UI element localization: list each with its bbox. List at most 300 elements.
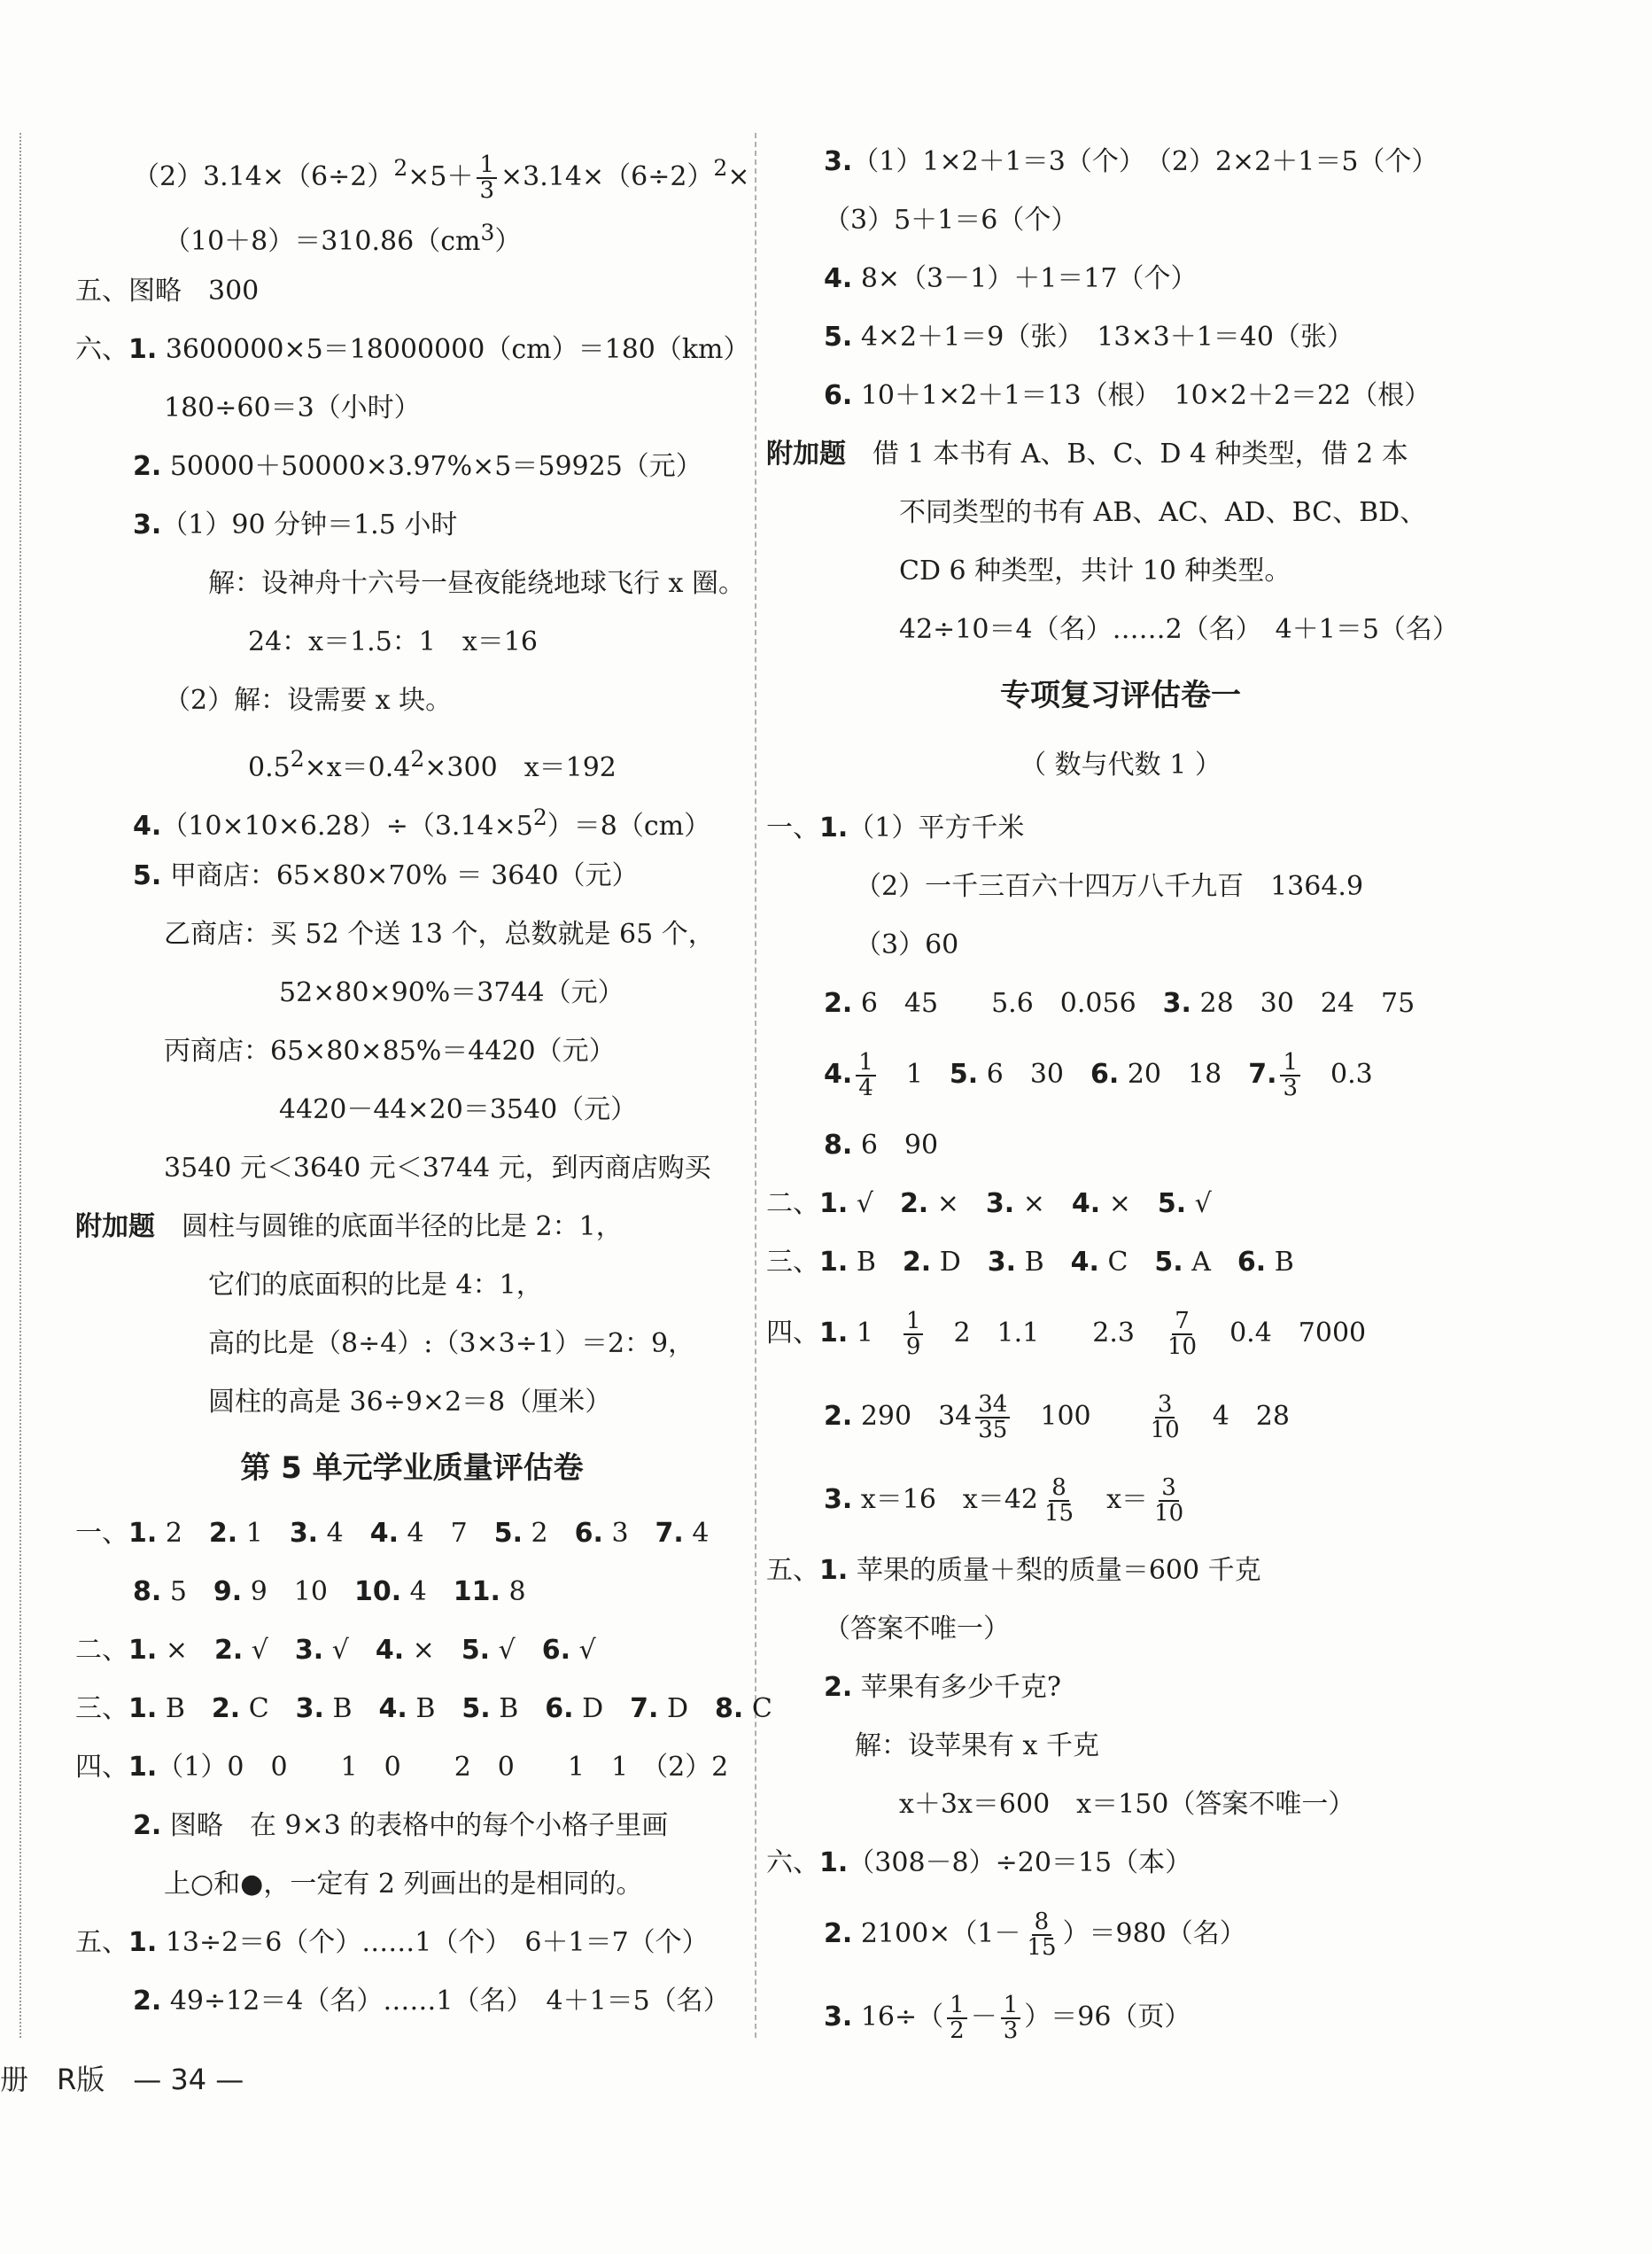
answer-line: [75, 1022, 748, 1081]
section-label: 四、: [75, 1752, 128, 1783]
text: 16÷（: [860, 2001, 944, 2032]
question-number: 3.: [133, 509, 162, 540]
question-number: 2.: [133, 451, 162, 482]
answer-item: [1158, 1188, 1212, 1219]
answer-list: [819, 1188, 1212, 1219]
question-number: 5.: [1157, 1188, 1187, 1219]
numerator: 1: [947, 1994, 967, 2019]
question-number: 7.: [1248, 1059, 1277, 1090]
text: 0.3: [1330, 1059, 1373, 1090]
answer-text: √: [1186, 1188, 1212, 1219]
answer-line: [75, 1855, 748, 1914]
question-3: [75, 496, 748, 555]
answer-text: 3: [602, 1518, 629, 1549]
denominator: 35: [978, 1417, 1008, 1443]
numerator: 1: [1280, 1051, 1300, 1076]
answer-line: [75, 964, 748, 1022]
text: 180÷60＝3（小时）: [164, 393, 421, 424]
answer-text: 6 45 5.6 0.056: [852, 988, 1136, 1019]
question-number: 1.: [128, 1693, 158, 1724]
answer-item: [630, 1693, 715, 1724]
answer-item: [376, 1635, 461, 1666]
answer-item: [212, 1693, 296, 1724]
superscript: 2: [713, 155, 728, 181]
superscript: 2: [290, 746, 305, 772]
question-number: 4.: [378, 1693, 407, 1724]
answer-item: [454, 1576, 526, 1607]
text: ）＝8（cm）: [547, 811, 711, 842]
text: （1）1×2＋1＝3（个） （2）2×2＋1＝5（个）: [852, 146, 1439, 177]
question-6: [766, 367, 1475, 425]
superscript: 2: [410, 746, 425, 772]
answer-item: [1071, 1247, 1155, 1278]
numerator: 7: [1172, 1310, 1192, 1335]
denominator: 10: [1150, 1417, 1180, 1443]
r-section-4-q2: [766, 1375, 1475, 1458]
question-number: 6.: [541, 1635, 571, 1666]
text: 高的比是（8÷4）:（3×3÷1）＝2：9，: [208, 1328, 695, 1359]
question-number: 2.: [133, 1986, 162, 2017]
r-section-1-q1: [766, 799, 1475, 858]
answer-line: [766, 1717, 1475, 1776]
section-6-q1: [75, 321, 748, 379]
text: 3540 元＜3640 元＜3744 元，到丙商店购买: [164, 1153, 711, 1184]
answer-line: [75, 555, 748, 613]
text: 0.5: [248, 752, 291, 783]
answer-item: [1237, 1247, 1294, 1278]
text: x＋3x＝600 x＝150（答案不唯一）: [899, 1789, 1355, 1820]
r-section-2: [766, 1175, 1475, 1233]
u5-section-4-q2: [75, 1797, 748, 1855]
answer-line: [75, 613, 748, 672]
question-number: 6.: [1090, 1059, 1120, 1090]
r-section-1-line3: [766, 1033, 1475, 1116]
column-divider: [755, 133, 756, 2038]
text: 4 28: [1212, 1401, 1290, 1432]
answer-text: 5: [161, 1576, 187, 1607]
answer-text: B: [323, 1693, 353, 1724]
numerator: 8: [1049, 1476, 1069, 1502]
question-number: 5.: [824, 322, 853, 353]
text: （3）60: [855, 929, 959, 960]
section-label: 二、: [766, 1188, 819, 1219]
page-footer: 册 R版 — 34 —: [0, 2063, 244, 2096]
u5-section-2: [75, 1621, 748, 1680]
text: ）＝980（名）: [1062, 1918, 1246, 1949]
answer-item: [1163, 988, 1415, 1019]
r-section-5-q1: [766, 1542, 1475, 1600]
question-number: 9.: [213, 1576, 243, 1607]
fraction: [477, 153, 497, 204]
section-label: 五、: [766, 1555, 819, 1586]
answer-list: [128, 1518, 709, 1549]
text: （308－8）÷20＝15（本）: [848, 1847, 1192, 1878]
text: 20 18: [1127, 1059, 1222, 1090]
text: 它们的底面积的比是 4：1，: [208, 1270, 543, 1301]
denominator: 15: [1027, 1934, 1057, 1961]
answer-text: 28 30 24 75: [1191, 988, 1415, 1019]
question-number: 8.: [824, 1130, 853, 1161]
section-label: 六、: [75, 334, 128, 365]
answer-item: [461, 1635, 542, 1666]
question-5: [75, 847, 748, 905]
text: 100: [1040, 1401, 1091, 1432]
text: ×300 x＝192: [424, 752, 617, 783]
answer-item: [655, 1518, 710, 1549]
question-4: [75, 789, 748, 847]
question-number: 6.: [574, 1518, 603, 1549]
text: 6 30: [986, 1059, 1065, 1090]
denominator: 4: [858, 1075, 873, 1101]
answer-text: B: [407, 1693, 436, 1724]
question-number: 1.: [128, 334, 158, 365]
extra-label: 附加题: [75, 1211, 155, 1242]
fraction: [947, 1991, 967, 2044]
question-number: 6.: [824, 380, 853, 411]
question-number: 1.: [128, 1752, 158, 1783]
answer-item: [986, 1188, 1072, 1219]
text: ）＝96（页）: [1024, 2001, 1191, 2032]
answer-line: [766, 1600, 1475, 1659]
question-number: 1.: [128, 1635, 158, 1666]
extra-question: [75, 1198, 748, 1256]
answer-item: [715, 1693, 772, 1724]
text: 图略 300: [128, 276, 260, 307]
fraction: [904, 1307, 924, 1360]
text: 4420－44×20＝3540（元）: [279, 1094, 638, 1125]
r-section-5-q2: [766, 1659, 1475, 1717]
text: 乙商店：买 52 个送 13 个，总数就是 65 个，: [164, 919, 715, 950]
question-number: 10.: [353, 1576, 402, 1607]
question-number: 4.: [1070, 1247, 1099, 1278]
denominator: 2: [950, 2017, 965, 2044]
answer-text: ×: [404, 1635, 435, 1666]
left-column: [75, 133, 772, 2031]
question-number: 1.: [819, 1188, 849, 1219]
text: （2）解：设需要 x 块。: [164, 685, 453, 716]
fraction: [1165, 1307, 1199, 1360]
answer-item: [903, 1247, 988, 1278]
section-label: 三、: [75, 1693, 128, 1724]
question-number: 5.: [133, 860, 162, 891]
text: 3600000×5＝18000000（cm）＝180（km）: [165, 334, 750, 365]
denominator: 3: [1283, 1075, 1299, 1101]
answer-line: [75, 1256, 748, 1315]
question-number: 3.: [294, 1635, 324, 1666]
text: 甲商店：65×80×70% ＝ 3640（元）: [169, 860, 639, 891]
text: （1）平方千米: [848, 812, 1025, 843]
r-section-3: [766, 1233, 1475, 1292]
question-number: 6.: [1237, 1247, 1267, 1278]
text: 6 90: [860, 1130, 939, 1161]
superscript: 2: [532, 804, 547, 830]
answer-line: [75, 1315, 748, 1373]
question-number: 7.: [655, 1518, 684, 1549]
text: （2）一千三百六十四万八千九百 1364.9: [855, 871, 1364, 902]
text: 4×2＋1＝9（张） 13×3＋1＝40（张）: [860, 322, 1353, 353]
answer-text: 4 7: [399, 1518, 468, 1549]
numerator: 3: [1155, 1393, 1175, 1418]
question-number: 3.: [985, 1188, 1015, 1219]
u5-section-1-line1: [75, 1504, 748, 1563]
fraction: [1152, 1473, 1186, 1527]
r-section-4-q3: [766, 1458, 1475, 1542]
numerator: 8: [1032, 1910, 1052, 1936]
answer-item: [1154, 1247, 1237, 1278]
answer-text: B: [157, 1693, 185, 1724]
answer-text: C: [1098, 1247, 1128, 1278]
question-number: 2.: [824, 1918, 853, 1949]
fraction: [856, 1048, 876, 1101]
answer-line: [766, 916, 1475, 975]
denominator: 3: [1003, 2017, 1019, 2044]
question-number: 3.: [824, 146, 853, 177]
question-number: 3.: [1162, 988, 1191, 1019]
answer-text: B: [490, 1693, 519, 1724]
question-number: 1.: [128, 1518, 158, 1549]
u5-section-5-q2: [75, 1972, 748, 2031]
answer-item: [370, 1518, 494, 1549]
numerator: 1: [856, 1051, 876, 1076]
text: 丙商店：65×80×85%＝4420（元）: [164, 1036, 616, 1067]
question-number: 1.: [819, 1247, 849, 1278]
question-number: 2.: [213, 1635, 244, 1666]
question-number: 4.: [375, 1635, 405, 1666]
question-number: 4.: [824, 263, 853, 294]
question-number: 6.: [545, 1693, 574, 1724]
question-number: 1.: [819, 1555, 849, 1586]
text: x＝: [1106, 1484, 1149, 1515]
question-number: 2.: [211, 1693, 241, 1724]
question-number: 2.: [208, 1518, 238, 1549]
question-number: 4.: [824, 1059, 853, 1090]
answer-item: [214, 1635, 295, 1666]
answer-text: ×: [928, 1188, 959, 1219]
question-number: 5.: [461, 1693, 491, 1724]
answer-text: √: [323, 1635, 349, 1666]
question-number: 3.: [289, 1518, 319, 1549]
answer-item: [128, 1635, 214, 1666]
answer-list: [128, 1693, 772, 1724]
question-5: [766, 308, 1475, 367]
extra-label: 附加题: [766, 439, 846, 470]
text: －: [970, 2001, 997, 2032]
question-number: 2.: [824, 1401, 853, 1432]
numerator: 34: [975, 1393, 1010, 1418]
text: 42÷10＝4（名）……2（名） 4＋1＝5（名）: [899, 614, 1459, 645]
section-label: 六、: [766, 1847, 819, 1878]
text: 13÷2＝6（个）……1（个） 6＋1＝7（个）: [165, 1927, 709, 1958]
question-number: 3.: [824, 1484, 853, 1515]
answer-text: B: [848, 1247, 876, 1278]
section-label: 三、: [766, 1247, 819, 1278]
question-number: 11.: [453, 1576, 500, 1607]
answer-item: [295, 1635, 376, 1666]
answer-line: [766, 191, 1475, 250]
answer-item: [988, 1247, 1071, 1278]
answer-item: [900, 1188, 986, 1219]
denominator: 15: [1044, 1500, 1074, 1527]
answer-item: [379, 1693, 462, 1724]
answer-item: [824, 988, 1163, 1019]
text: 10＋1×2＋1＝13（根） 10×2＋2＝22（根）: [860, 380, 1431, 411]
text: 上○和●，一定有 2 列画出的是相同的。: [164, 1869, 643, 1900]
answer-text: C: [240, 1693, 269, 1724]
question-number: 7.: [630, 1693, 659, 1724]
answer-text: D: [931, 1247, 961, 1278]
text: ×3.14×（6÷2）: [500, 161, 714, 192]
superscript: 2: [393, 155, 408, 181]
answer-item: [819, 1188, 900, 1219]
answer-text: C: [743, 1693, 772, 1724]
question-number: 5.: [461, 1635, 491, 1666]
r-section-6-q1: [766, 1834, 1475, 1893]
text: 50000＋50000×3.97%×5＝59925（元）: [169, 451, 702, 482]
text: ）: [494, 226, 522, 257]
r-section-6-q3: [766, 1976, 1475, 2059]
u5-section-5-q1: [75, 1914, 748, 1972]
fraction: [1024, 1910, 1059, 1961]
question-number: 3.: [824, 2001, 853, 2032]
answer-item: [542, 1635, 596, 1666]
question-4: [766, 250, 1475, 308]
answer-item: [354, 1576, 454, 1607]
answer-text: 4: [683, 1518, 710, 1549]
numerator: 1: [477, 153, 497, 179]
question-number: 1.: [819, 1317, 849, 1349]
r-section-1-line4: [766, 1116, 1475, 1175]
question-number: 1.: [819, 1847, 849, 1878]
fraction: [1148, 1390, 1183, 1443]
answer-line: [75, 730, 748, 789]
text: 2100×（1－: [860, 1918, 1021, 1949]
answer-text: 8: [500, 1576, 526, 1607]
answer-item: [290, 1518, 370, 1549]
text: 圆柱的高是 36÷9×2＝8（厘米）: [208, 1387, 612, 1418]
answer-text: B: [1266, 1247, 1294, 1278]
u5-section-4-q1: [75, 1738, 748, 1797]
text: 苹果有多少千克?: [860, 1672, 1061, 1703]
question-number: 1.: [128, 1927, 158, 1958]
answer-item: [461, 1693, 545, 1724]
answer-line: [75, 1373, 748, 1432]
text: 解：设苹果有 x 千克: [855, 1730, 1099, 1761]
text: ×x＝0.4: [304, 752, 411, 783]
fraction: [1280, 1048, 1300, 1101]
text: 苹果的质量＋梨的质量＝600 千克: [856, 1555, 1261, 1586]
answer-text: 9 10: [242, 1576, 328, 1607]
answer-item: [575, 1518, 655, 1549]
answer-text: √: [243, 1635, 268, 1666]
text: 0.4 7000: [1229, 1317, 1367, 1349]
answer-line: [75, 905, 748, 964]
question-3: [766, 133, 1475, 191]
text: （答案不唯一）: [824, 1613, 1010, 1644]
numerator: 3: [1159, 1476, 1179, 1502]
answer-line: [766, 1776, 1475, 1834]
question-number: 2.: [899, 1188, 929, 1219]
section-5: [75, 262, 748, 321]
answer-text: 1: [237, 1518, 263, 1549]
answer-text: 2: [157, 1518, 182, 1549]
question-2: [75, 438, 748, 496]
text: （2）3.14×（6÷2）: [133, 161, 394, 192]
answer-item: [819, 1247, 903, 1278]
answer-text: 4: [401, 1576, 427, 1607]
answer-line: [75, 133, 748, 204]
answer-line: [766, 542, 1475, 601]
text: （1）90 分钟＝1.5 小时: [161, 509, 458, 540]
superscript: 3: [480, 220, 495, 245]
text: （10＋8）＝310.86（cm: [164, 226, 481, 257]
answer-text: √: [490, 1635, 516, 1666]
answer-line: [766, 858, 1475, 916]
section-label: 五、: [75, 1927, 128, 1958]
text: 52×80×90%＝3744（元）: [279, 977, 624, 1008]
text: 解：设神舟十六号一昼夜能绕地球飞行 x 圈。: [208, 568, 745, 599]
question-number: 4.: [1071, 1188, 1101, 1219]
text: x＝16 x＝42: [860, 1484, 1039, 1515]
text: 2 1.1 2.3: [953, 1317, 1135, 1349]
answer-text: √: [570, 1635, 596, 1666]
question-number: 3.: [987, 1247, 1017, 1278]
answer-item: [128, 1518, 209, 1549]
answer-item: [1072, 1188, 1158, 1219]
answer-text: A: [1183, 1247, 1211, 1278]
section-label: 一、: [75, 1518, 128, 1549]
text: 49÷12＝4（名）……1（名） 4＋1＝5（名）: [169, 1986, 730, 2017]
text: 8×（3－1）＋1＝17（个）: [860, 263, 1198, 294]
answer-text: B: [1016, 1247, 1044, 1278]
review-title: 专项复习评估卷一: [1000, 678, 1241, 713]
denominator: 3: [479, 177, 495, 204]
answer-text: √: [848, 1188, 873, 1219]
answer-line: [75, 672, 748, 730]
review-subtitle: （ 数与代数 1 ）: [1020, 750, 1222, 781]
answer-list: [819, 1247, 1294, 1278]
text: 借 1 本书有 A、B、C、D 4 种类型，借 2 本: [873, 439, 1408, 470]
question-number: 2.: [902, 1247, 932, 1278]
answer-text: D: [658, 1693, 689, 1724]
text: （3）5＋1＝6（个）: [824, 205, 1078, 236]
answer-line: [75, 1139, 748, 1198]
section-label: 一、: [766, 812, 819, 843]
u5-section-3: [75, 1680, 772, 1738]
unit5-title: 第 5 单元学业质量评估卷: [240, 1450, 584, 1486]
question-number: 4.: [369, 1518, 399, 1549]
section-label: 五、: [75, 276, 128, 307]
denominator: 10: [1154, 1500, 1184, 1527]
answer-line: [75, 204, 748, 262]
left-margin-divider: [19, 133, 21, 2038]
answer-item: [213, 1576, 354, 1607]
question-number: 5.: [1154, 1247, 1183, 1278]
r-section-4-q1: [766, 1292, 1475, 1375]
answer-list: [128, 1635, 596, 1666]
answer-line: [75, 1081, 748, 1139]
question-number: 2.: [133, 1810, 162, 1841]
question-number: 1.: [819, 812, 849, 843]
denominator: 10: [1167, 1333, 1198, 1360]
r-section-6-q2: [766, 1893, 1475, 1976]
text: 图略 在 9×3 的表格中的每个小格子里画: [169, 1810, 669, 1841]
text: 不同类型的书有 AB、AC、AD、BC、BD、: [899, 497, 1427, 528]
text: CD 6 种类型，共计 10 种类型。: [899, 556, 1291, 587]
answer-item: [209, 1518, 290, 1549]
text: （1）0 0 1 0 2 0 1 1 （2）2: [157, 1752, 729, 1783]
answer-text: D: [573, 1693, 604, 1724]
answer-item: [296, 1693, 379, 1724]
